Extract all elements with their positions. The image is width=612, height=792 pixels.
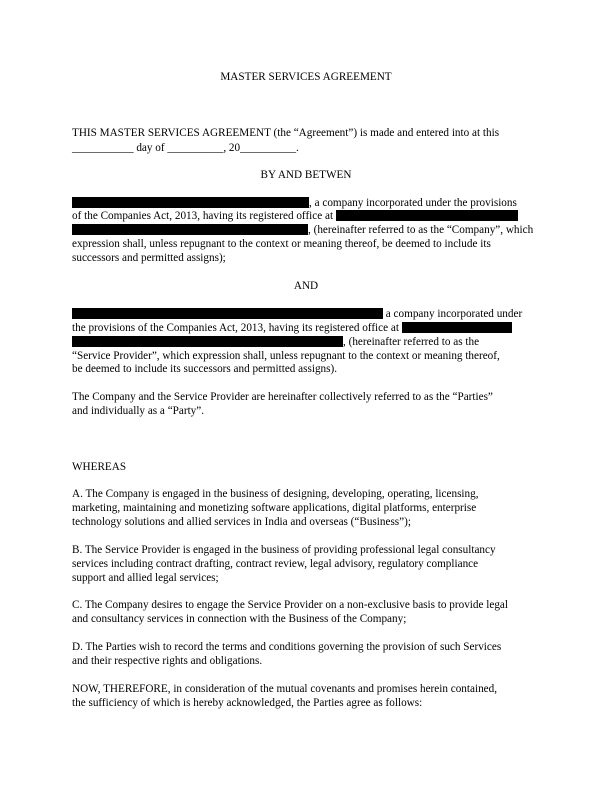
- whereas-heading: WHEREAS: [72, 461, 127, 473]
- parties-clause-line-2: and individually as a “Party”.: [72, 405, 205, 417]
- company-party-line-1-text: , a company incorporated under the provisions: [309, 197, 517, 209]
- company-party-line-2: [72, 210, 518, 223]
- recital-b-line-3: support and allied legal services;: [72, 572, 219, 584]
- provider-party-line-2-text: the provisions of the Companies Act, 2013, having its registered office at: [72, 322, 399, 334]
- parties-clause-line-1: The Company and the Service Provider are hereinafter collectively referred to as the “Parties”: [72, 391, 493, 403]
- company-party-line-5: successors and permitted assigns);: [72, 252, 226, 264]
- provider-party-line-2: [72, 322, 512, 335]
- redaction-bar: [72, 224, 308, 235]
- by-and-between-heading: BY AND BETWEN: [260, 169, 352, 181]
- now-therefore-line-1: NOW, THEREFORE, in consideration of the mutual covenants and promises herein contained,: [72, 683, 498, 695]
- provider-party-line-3: [72, 336, 479, 349]
- redaction-bar: [72, 336, 343, 347]
- recital-d-line-1: D. The Parties wish to record the terms and conditions governing the provision of such Services: [72, 641, 502, 653]
- intro-line-2: ___________ day of __________, 20__________.: [72, 142, 299, 154]
- provider-party-line-1-text: a company incorporated under: [383, 308, 523, 320]
- company-party-line-4: expression shall, unless repugnant to the context or meaning thereof, be deemed to include its: [72, 238, 491, 250]
- recital-a-line-1: A. The Company is engaged in the business of designing, developing, operating, licensing,: [72, 488, 479, 500]
- recital-c-line-2: and consultancy services in connection with the Business of the Company;: [72, 613, 407, 625]
- redaction-bar: [72, 197, 309, 208]
- and-heading: AND: [293, 280, 319, 292]
- recital-b-line-2: services including contract drafting, contract review, legal advisory, regulatory compliance: [72, 558, 479, 570]
- recital-a-line-2: marketing, maintaining and monetizing software applications, digital platforms, enterprise: [72, 502, 477, 514]
- company-party-line-3: [72, 224, 533, 237]
- provider-party-line-5: be deemed to include its successors and permitted assigns).: [72, 363, 338, 375]
- redaction-bar: [402, 322, 512, 333]
- company-party-line-1: [72, 197, 517, 210]
- provider-party-line-4: “Service Provider”, which expression shall, unless repugnant to the context or meaning thereof,: [72, 350, 500, 362]
- redaction-bar: [336, 210, 518, 221]
- recital-d-line-2: and their respective rights and obligations.: [72, 655, 263, 667]
- company-party-line-2-text: of the Companies Act, 2013, having its registered office at: [72, 210, 334, 222]
- provider-party-line-3-text: , (hereinafter referred to as the: [343, 336, 480, 348]
- recital-c-line-1: C. The Company desires to engage the Service Provider on a non-exclusive basis to provide legal: [72, 599, 508, 611]
- redaction-bar: [72, 308, 383, 319]
- recital-a-line-3: technology solutions and allied services in India and overseas (“Business”);: [72, 516, 411, 528]
- document-title: MASTER SERVICES AGREEMENT: [220, 71, 392, 83]
- intro-line-1: THIS MASTER SERVICES AGREEMENT (the “Agreement”) is made and entered into at this: [72, 127, 500, 139]
- recital-b-line-1: B. The Service Provider is engaged in the business of providing professional legal consultancy: [72, 544, 496, 556]
- now-therefore-line-2: the sufficiency of which is hereby acknowledged, the Parties agree as follows:: [72, 697, 423, 709]
- provider-party-line-1: [72, 308, 522, 321]
- company-party-line-3-text: , (hereinafter referred to as the “Company”, which: [308, 224, 534, 236]
